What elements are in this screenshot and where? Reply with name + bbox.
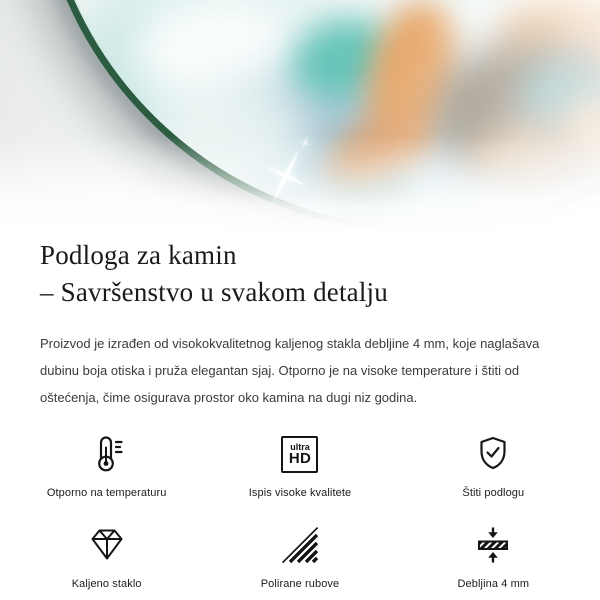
ultra-hd-icon (281, 432, 318, 476)
feature-label: Debljina 4 mm (457, 578, 530, 590)
feature-label: Kaljeno staklo (71, 578, 142, 590)
feature-label: Štiti podlogu (462, 487, 525, 499)
page-title (40, 237, 560, 311)
feature-grid (0, 432, 600, 590)
product-description: Proizvod je izrađen od visokokvalitetnog kaljenog stakla debljine 4 mm, koje naglašava dubinu boja otiska i pruža elegantan sjaj. Otporno je na visoke temperature i štiti od oštećenja, čime osigurava prostor oko kamina na dugi niz godina. (40, 336, 540, 405)
ultra-hd-badge-top-text: ultra (290, 441, 310, 452)
shield-check-icon (473, 432, 513, 476)
feature-label: Otporno na temperaturu (46, 487, 167, 499)
feature-item-temperature (10, 432, 203, 499)
thickness-icon (473, 523, 513, 567)
product-text-section (0, 237, 600, 411)
feature-label: Polirane rubove (260, 578, 340, 590)
feature-item-print-quality (203, 432, 396, 499)
feature-item-tempered-glass (10, 523, 203, 590)
page-title-line-1: Podloga za kamin (40, 240, 237, 270)
feature-item-thickness (397, 523, 590, 590)
page-title-line-2: – Savršenstvo u svakom detalju (40, 277, 388, 307)
round-glass-panel (34, 0, 600, 234)
product-hero-image (0, 0, 600, 234)
polished-edges-icon (280, 523, 320, 567)
thermometer-icon (87, 432, 127, 476)
feature-item-protects (397, 432, 590, 499)
diamond-icon (87, 523, 127, 567)
feature-label: Ispis visoke kvalitete (248, 487, 352, 499)
feature-item-polished-edges (203, 523, 396, 590)
ultra-hd-badge-bottom-text: HD (288, 449, 312, 467)
